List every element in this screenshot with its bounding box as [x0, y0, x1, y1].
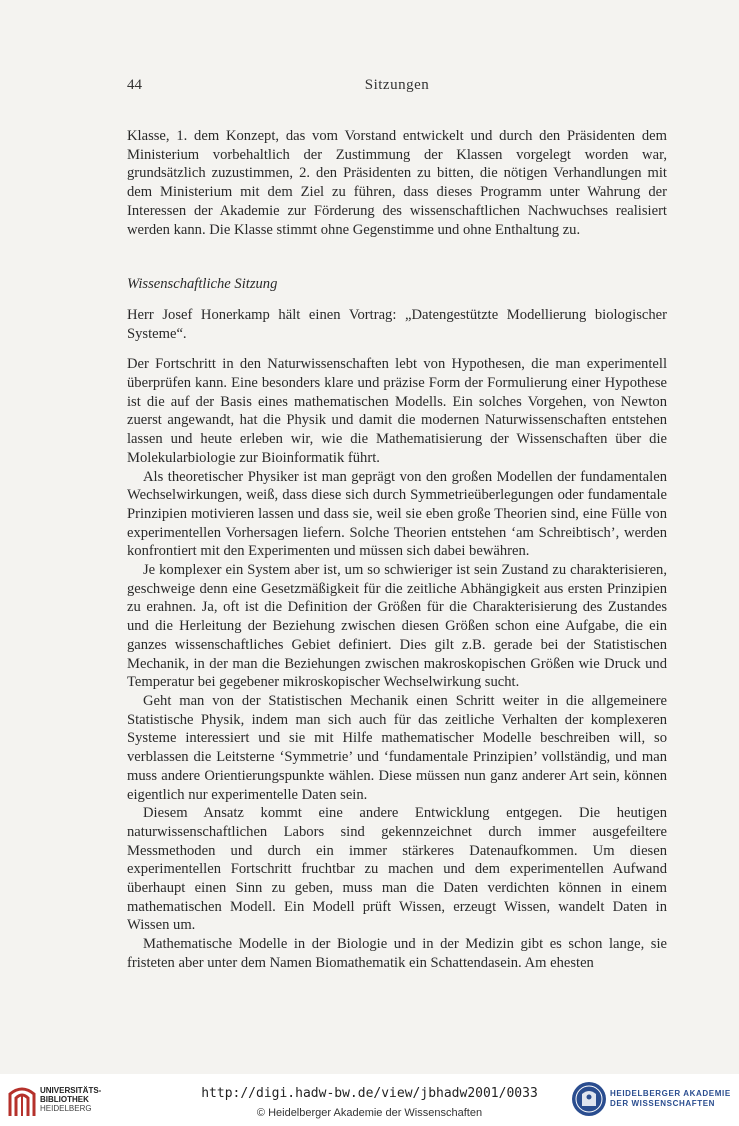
- paragraph: Diesem Ansatz kommt eine andere Entwicklung entgegen. Die heutigen naturwissenschaftlichen Labors sind gekennzeichnet durch immer ausgefeiltere Messmethoden und durch ein immer stärkeres Datenaufkommen. Um diesen experimentellen Fortschritt fruchtbar zu machen und dem experimentellen Aufwand überhaupt einen Sinn zu geben, muss man die Daten verdichten können in einem mathematischen Modell. Ein Modell prüft Wissen, erzeugt Wissen, wandelt Daten in Wissen um.: [127, 805, 667, 934]
- page-number: 44: [127, 77, 142, 93]
- paragraph: Geht man von der Statistischen Mechanik einen Schritt weiter in die allgemeinere Statistische Physik, indem man sich auch für das zeitliche Verhalten der komplexeren Systeme interessiert und sie mit Hilfe mathematischer Modelle beschreiben will, so verblassen die Leitsterne ‘Symmetrie’ und ‘fundamentale Prinzipien’ vollständig, und man muss andere Orientierungspunkte wählen. Diese müssen nun ganz anderer Art sein, können eigentlich nur experimentelle Daten sein.: [127, 692, 667, 803]
- university-library-name: UNIVERSITÄTS- BIBLIOTHEK HEIDELBERG: [40, 1086, 102, 1113]
- permalink-url[interactable]: http://digi.hadw-bw.de/view/jbhadw2001/0033: [201, 1086, 538, 1101]
- page-body: [127, 127, 667, 973]
- copyright-notice: © Heidelberger Akademie der Wissenschaften: [256, 1107, 483, 1119]
- paragraph: Klasse, 1. dem Konzept, das vom Vorstand entwickelt und durch den Präsidenten dem Ministerium vorbehaltlich der Zustimmung der Klassen vorgelegt worden war, grundsätzlich zuzustimmen, 2. den Präsidenten zu bitten, die nötigen Verhandlungen mit dem Ministerium mit dem Ziel zu führen, dass dieses Programm unter Wahrung der Interessen der Akademie zur Förderung des wissenschaftlichen Nachwuchses realisiert werden kann. Die Klasse stimmt ohne Gegenstimme und ohne Enthaltung zu.: [127, 128, 667, 238]
- page-header: [127, 77, 667, 99]
- paragraph: Je komplexer ein System aber ist, um so schwieriger ist sein Zustand zu charakterisieren, geschweige denn eine Gesetzmäßigkeit für die zeitliche Abhängigkeit aus ersten Prinzipien zu erahnen. Ja, oft ist die Definition der Größen für die Charakterisierung des Zustandes und die Herleitung der Beziehung zwischen diesen Größen schon eine Aufgabe, die ein ganzes wissenschaftliches Gebiet definiert. Dies gilt z.B. gerade bei der Statistischen Mechanik, in der man die Beziehungen zwischen makroskopischen Größen wie Druck und Temperatur bei gegebener mikroskopischer Wechselwirkung sucht.: [127, 562, 667, 691]
- academy-name: HEIDELBERGER AKADEMIE DER WISSENSCHAFTEN: [610, 1089, 731, 1108]
- paragraph: Der Fortschritt in den Naturwissenschaften lebt von Hypothesen, die man experimentell überprüfen kann. Eine besonders klare und präzise Form der Formulierung einer Hypothese ist die auf der Basis eines mathematischen Modells. Ein solches Vorgehen, von Newton zuerst angewandt, hat die Physik und damit die modernen Naturwissenschaften entstehen lassen und heute erleben wir, wie die Mathematisierung der Wissenschaften über die Molekularbiologie zur Bioinformatik führt.: [127, 356, 667, 466]
- academy-seal-icon[interactable]: [570, 1080, 608, 1118]
- paragraph: Mathematische Modelle in der Biologie und in der Medizin gibt es schon lange, sie fristeten aber unter dem Namen Biomathematik ein Schattendasein. Am ehesten: [127, 936, 667, 971]
- section-heading: Wissenschaftliche Sitzung: [127, 276, 278, 293]
- paragraph: Als theoretischer Physiker ist man geprägt von den großen Modellen der fundamentalen Wechselwirkungen, weiß, dass diese sich durch Symmetrieüberlegungen oder fundamentale Prinzipien motivieren lassen und dass sie, weil sie eben große Theorien sind, eine Fülle von experimentellen Vorhersagen liefern. Solche Theorien entstehen ‘am Schreibtisch’, werden konfrontiert mit den Experimenten und müssen sich dabei bewähren.: [127, 468, 667, 560]
- digitization-footer: [0, 1074, 739, 1126]
- running-title: Sitzungen: [364, 77, 430, 93]
- paragraph: Herr Josef Honerkamp hält einen Vortrag: „Datengestützte Modellierung biologischer Systeme“.: [127, 306, 667, 342]
